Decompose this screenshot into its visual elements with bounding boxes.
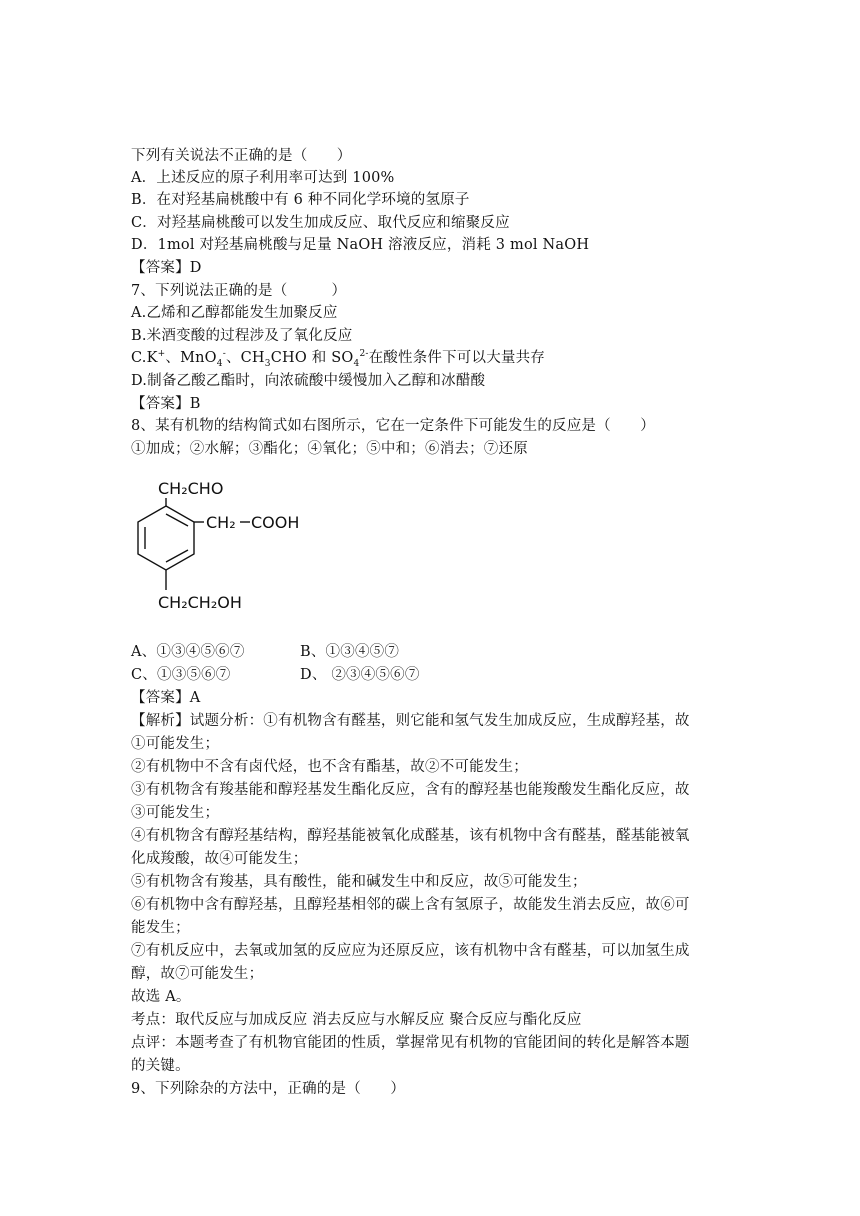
q7-option-c: C.K+、MnO$_4$-、$CH_3CHO$ 和 $SO_4^{2-}$在酸性条件下可以大量共存 bbox=[131, 349, 546, 369]
analysis-line: 化成羧酸，故④可能发生； bbox=[131, 851, 308, 867]
q8-options-row-2 bbox=[131, 664, 420, 686]
q8-option-c: C、①③⑤⑥⑦ bbox=[131, 667, 231, 683]
analysis-line: ⑦有机反应中，去氧或加氢的反应应为还原反应，该有机物中含有醛基，可以加氢生成 bbox=[131, 943, 690, 959]
side-ch2: CH₂ bbox=[206, 513, 236, 532]
side-cooh: COOH bbox=[251, 513, 300, 532]
q7-option-b: B.米酒变酸的过程涉及了氧化反应 bbox=[131, 328, 353, 344]
analysis-line: 【解析】试题分析：①有机物含有醛基，则它能和氢气发生加成反应，生成醇羟基，故 bbox=[131, 713, 690, 729]
analysis-line: ③有机物含有羧基能和醇羟基发生酯化反应，含有的醇羟基也能羧酸发生酯化反应，故 bbox=[131, 782, 690, 798]
analysis-line: 考点：取代反应与加成反应 消去反应与水解反应 聚合反应与酯化反应 bbox=[131, 1012, 582, 1028]
q8-options-row-1 bbox=[131, 641, 400, 663]
q9-stem: 9、下列除杂的方法中，正确的是（ ） bbox=[131, 1081, 406, 1097]
analysis-line: 点评：本题考查了有机物官能团的性质，掌握常见有机物的官能团间的转化是解答本题 bbox=[131, 1035, 690, 1051]
q8-option-b: B、①③④⑤⑦ bbox=[300, 644, 400, 660]
analysis-line: ③可能发生； bbox=[131, 805, 220, 821]
q8-option-a: A、①③④⑤⑥⑦ bbox=[131, 644, 245, 660]
analysis-line: 故选 A。 bbox=[131, 989, 191, 1005]
q8-stem: 8、某有机物的结构简式如右图所示，它在一定条件下可能发生的反应是（ ） bbox=[131, 418, 655, 434]
structural-formula bbox=[128, 476, 338, 626]
q6-option-d: D．1mol 对羟基扁桃酸与足量 NaOH 溶液反应，消耗 3 mol NaOH bbox=[131, 237, 590, 253]
analysis-line: ⑤有机物含有羧基，具有酸性，能和碱发生中和反应，故⑤可能发生； bbox=[131, 874, 587, 890]
benzene-ring bbox=[138, 498, 250, 590]
q6-answer: 【答案】D bbox=[131, 260, 202, 276]
analysis-line: ①可能发生； bbox=[131, 736, 220, 752]
analysis-line: 的关键。 bbox=[131, 1058, 190, 1074]
analysis-line: ⑥有机物中含有醇羟基，且醇羟基相邻的碳上含有氢原子，故能发生消去反应，故⑥可 bbox=[131, 897, 690, 913]
q7-answer: 【答案】B bbox=[131, 396, 201, 412]
q6-option-b: B．在对羟基扁桃酸中有 6 种不同化学环境的氢原子 bbox=[131, 192, 470, 208]
q6-option-a: A．上述反应的原子利用率可达到 100% bbox=[131, 170, 395, 186]
q7-option-a: A.乙烯和乙醇都能发生加聚反应 bbox=[131, 305, 338, 321]
bottom-substituent: CH₂CH₂OH bbox=[158, 593, 242, 612]
top-substituent: CH₂CHO bbox=[158, 479, 224, 498]
analysis-line: ④有机物含有醇羟基结构，醇羟基能被氧化成醛基，该有机物中含有醛基，醛基能被氧 bbox=[131, 828, 690, 844]
q8-answer: 【答案】A bbox=[131, 690, 201, 706]
q8-reactions: ①加成；②水解；③酯化；④氧化；⑤中和；⑥消去；⑦还原 bbox=[131, 441, 528, 457]
q7-stem: 7、下列说法正确的是（ ） bbox=[131, 283, 347, 299]
q6-option-c: C．对羟基扁桃酸可以发生加成反应、取代反应和缩聚反应 bbox=[131, 215, 510, 231]
analysis-line: ②有机物中不含有卤代烃，也不含有酯基，故②不可能发生； bbox=[131, 759, 528, 775]
q7-option-d: D.制备乙酸乙酯时，向浓硫酸中缓慢加入乙醇和冰醋酸 bbox=[131, 373, 486, 389]
analysis-line: 醇，故⑦可能发生； bbox=[131, 966, 264, 982]
analysis-line: 能发生； bbox=[131, 920, 190, 936]
q8-option-d: D、 ②③④⑤⑥⑦ bbox=[300, 667, 420, 683]
q6-stem: 下列有关说法不正确的是（ ） bbox=[131, 148, 352, 164]
